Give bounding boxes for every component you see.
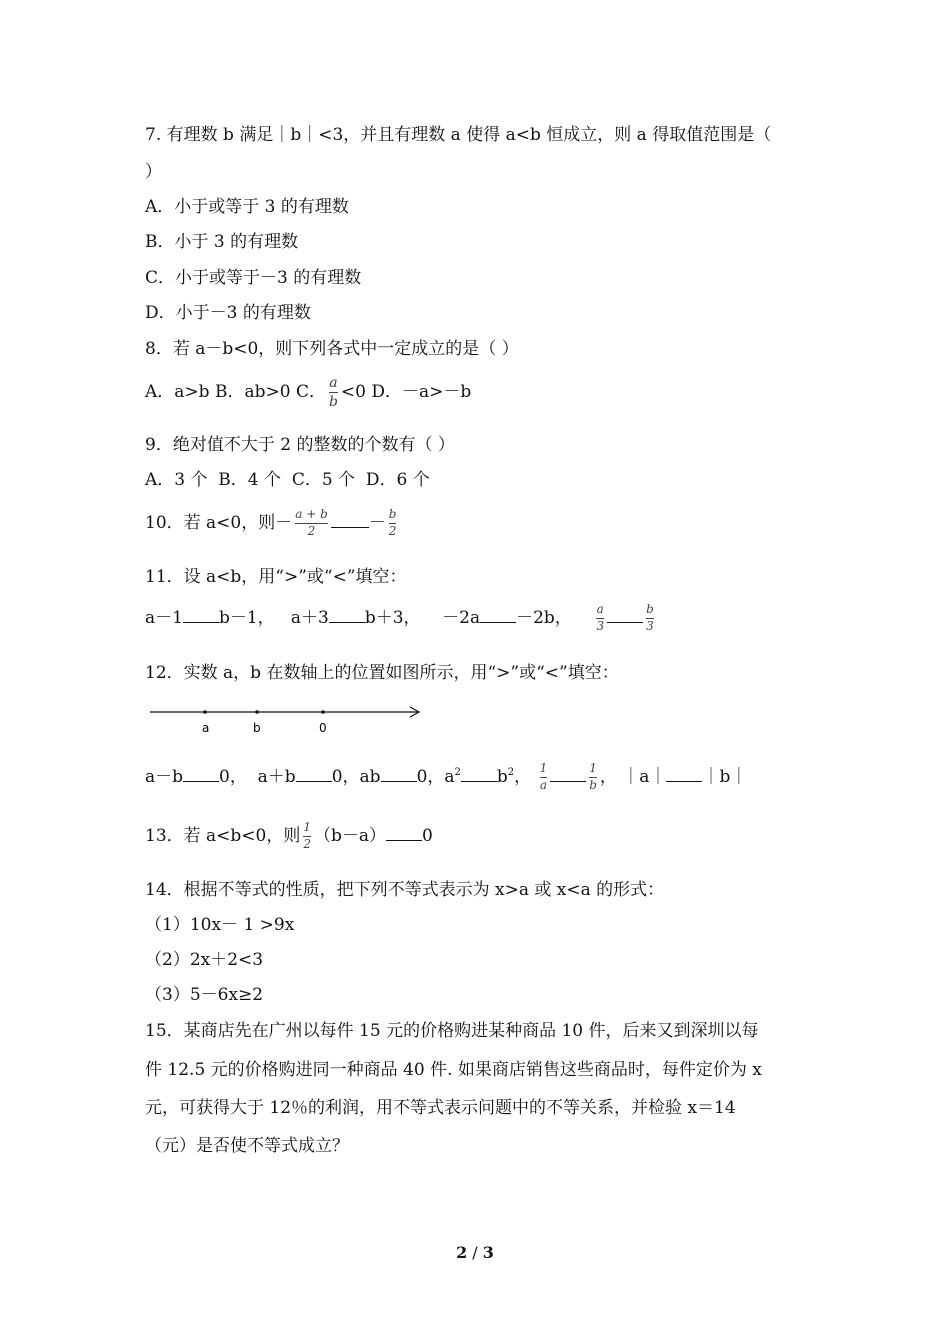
answer-blank — [329, 607, 365, 623]
q7-option-a: A．小于或等于 3 的有理数 — [145, 197, 349, 217]
answer-blank — [480, 607, 516, 623]
q8-option-c: C． — [295, 382, 326, 403]
q9-options: A．3 个 B．4 个 C．5 个 D．6 个 — [145, 470, 430, 490]
q15-line-3: 元，可获得大于 12％的利润，用不等式表示问题中的不等关系，并检验 x＝14 — [145, 1098, 736, 1118]
answer-blank — [607, 607, 643, 623]
answer-blank — [386, 825, 422, 841]
q11-fraction-b: $\frac{b}{3}$ — [646, 602, 654, 633]
q9-stem: 9．绝对值不大于 2 的整数的个数有（ ） — [145, 435, 455, 455]
q8-stem: 8．若 a－b<0，则下列各式中一定成立的是（ ） — [145, 339, 519, 359]
answer-blank — [666, 766, 702, 782]
q14-item-1: （1）10x－ 1 >9x — [145, 915, 295, 935]
q11-stem: 11．设 a<b，用“>”或“<”填空： — [145, 567, 407, 587]
answer-blank — [296, 766, 332, 782]
q10-fraction-2: $\frac{b}{2}$ — [388, 507, 397, 538]
q7-option-d: D．小于－3 的有理数 — [145, 303, 311, 323]
q8-option-d: D．－a>－b — [371, 382, 472, 403]
page-number: 2 / 3 — [456, 1243, 494, 1262]
q14-item-2: （2）2x＋2<3 — [145, 950, 264, 970]
point-b — [255, 710, 259, 714]
q10: 10．若 a<0，则－ $\frac{a + b}{2}$ － $\frac{b}{2}$ — [145, 507, 397, 538]
q8-fraction: $\frac{a}{b}$ — [328, 375, 338, 411]
q15-line-1: 15．某商店先在广州以每件 15 元的价格购进某种商品 10 件，后来又到深圳以每 — [145, 1021, 759, 1041]
q15-line-2: 件 12.5 元的价格购进同一种商品 40 件. 如果商店销售这些商品时，每件定价为 x — [145, 1060, 762, 1080]
answer-blank — [550, 766, 586, 782]
q14-stem: 14．根据不等式的性质，把下列不等式表示为 x>a 或 x<a 的形式： — [145, 880, 665, 900]
point-a — [203, 710, 207, 714]
q11-fraction-a: $\frac{a}{3}$ — [596, 602, 605, 633]
answer-blank — [183, 766, 219, 782]
label-b: b — [253, 721, 261, 735]
q13-fraction: $\frac{1}{2}$ — [303, 820, 311, 851]
q7-stem-end: ） — [145, 162, 162, 182]
q12-stem: 12．实数 a，b 在数轴上的位置如图所示，用“>”或“<”填空： — [145, 663, 619, 683]
label-a: a — [202, 721, 210, 735]
q13: 13．若 a<b<0，则 $\frac{1}{2}$ （b－a） 0 — [145, 820, 433, 851]
answer-blank — [381, 766, 417, 782]
q14-item-3: （3）5－6x≥2 — [145, 985, 264, 1005]
q7-stem: 7. 有理数 b 满足｜b｜<3，并且有理数 a 使得 a<b 恒成立，则 a 得取值范围是（ — [145, 125, 772, 145]
answer-blank — [461, 766, 497, 782]
q12-blanks: a－b 0， a＋b 0，ab 0，$a^2$ $b^2$， $\frac{1}{a}$ $\frac{1}{b}$ ， ｜a｜ ｜b｜ — [145, 761, 748, 792]
label-zero: 0 — [319, 721, 327, 735]
q11-blanks: a－1 b－1， a＋3 b＋3， －2a －2b， $\frac{a}{3}$ $\frac{b}{3}$ — [145, 602, 654, 633]
q12-fraction-2: $\frac{1}{b}$ — [589, 761, 597, 792]
answer-blank — [183, 607, 219, 623]
q7-option-c: C．小于或等于－3 的有理数 — [145, 268, 362, 288]
q8-option-a: A．a>b — [145, 382, 210, 403]
q15-line-4: （元）是否使不等式成立？ — [145, 1136, 349, 1156]
number-line — [148, 702, 428, 738]
answer-blank — [331, 512, 369, 528]
q7-option-b: B．小于 3 的有理数 — [145, 232, 299, 252]
q12-fraction-1: $\frac{1}{a}$ — [539, 761, 548, 792]
q10-fraction-1: $\frac{a + b}{2}$ — [295, 507, 328, 538]
q8-option-b: B．ab>0 — [214, 382, 291, 403]
point-zero — [321, 710, 325, 714]
q8-options: A．a>b B．ab>0 C． $\frac{a}{b}$ <0 D．－a>－b — [145, 375, 472, 411]
